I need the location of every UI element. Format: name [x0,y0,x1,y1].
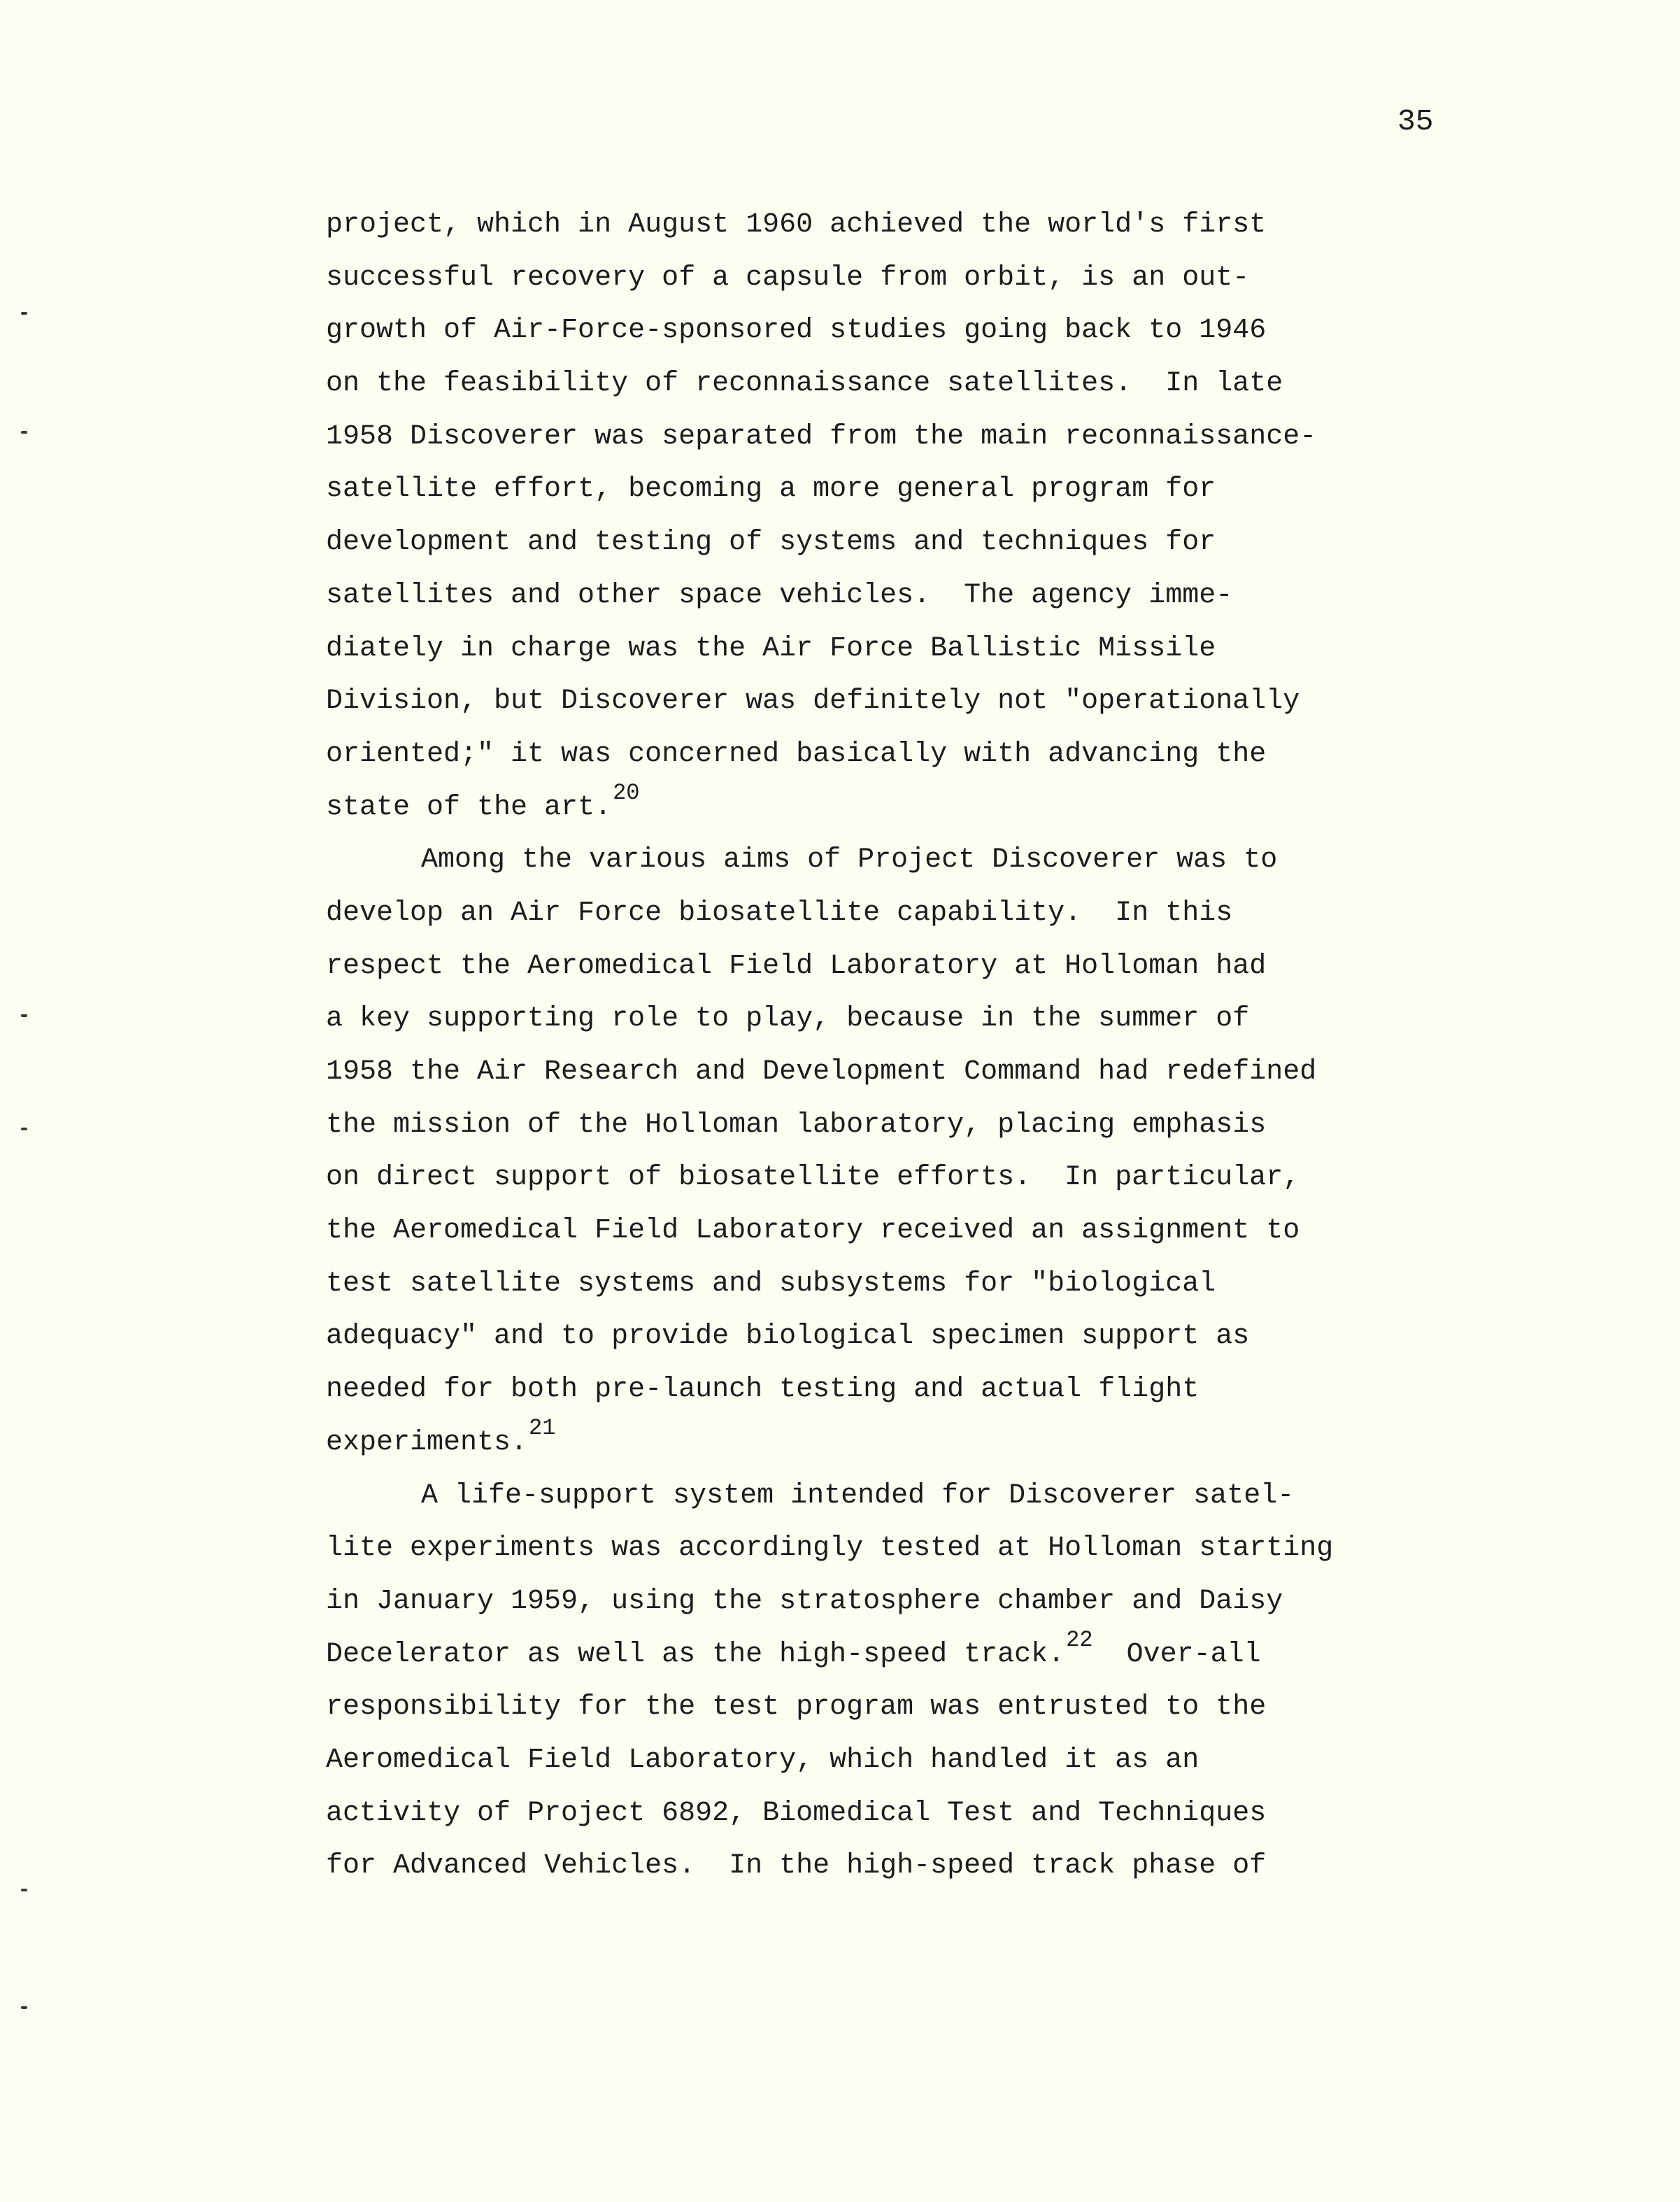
line-text: diately in charge was the Air Force Ballistic Missile [326,632,1216,665]
text-line [326,469,1515,522]
paragraph-2 [326,839,1515,1475]
text-line [326,1686,1515,1740]
line-text: oriented;" it was concerned basically with advancing the [326,738,1267,770]
text-line [326,1369,1515,1422]
line-text: a key supporting role to play, because in the summer of [326,1003,1250,1035]
text-line [326,1051,1515,1104]
footnote-marker: 20 [613,779,640,806]
footnote-marker: 22 [1066,1626,1093,1653]
line-text: in January 1959, using the stratosphere chamber and Daisy [326,1585,1283,1617]
text-line [326,1104,1515,1158]
text-line [326,416,1515,469]
line-text: develop an Air Force biosatellite capability. In this [326,897,1233,929]
text-line [326,1414,1515,1475]
margin-mark [21,431,27,434]
text-line [326,575,1515,628]
text-line [326,1475,1515,1528]
text-line [326,779,1515,840]
line-text: 1958 the Air Research and Development Command had redefined [326,1056,1317,1088]
line-text: successful recovery of a capsule from orbit, is an out- [326,262,1250,294]
text-line [326,204,1515,257]
line-text: Aeromedical Field Laboratory, which handled it as an [326,1744,1200,1776]
text-line [326,1157,1515,1210]
text-line [326,1210,1515,1263]
line-text: the mission of the Holloman laboratory, placing emphasis [326,1109,1267,1141]
line-text: responsibility for the test program was entrusted to the [326,1691,1267,1724]
line-text: development and testing of systems and techniques for [326,527,1216,559]
text-line [326,522,1515,575]
text-line [326,893,1515,946]
line-text: A life-support system intended for Discoverer satel- [421,1479,1295,1512]
line-text: satellites and other space vehicles. The agency imme- [326,579,1233,611]
line-text: state of the art. [326,791,612,823]
margin-mark [21,2006,27,2009]
text-line [326,1793,1515,1846]
line-text: satellite effort, becoming a more general program for [326,474,1216,506]
text-line [326,1316,1515,1369]
line-text: project, which in August 1960 achieved the world's first [326,209,1267,241]
line-text: respect the Aeromedical Field Laboratory at Holloman had [326,950,1267,982]
page-number: 35 [1397,104,1434,138]
margin-mark [21,1014,27,1017]
line-text: adequacy" and to provide biological specimen support as [326,1321,1250,1353]
text-line [326,998,1515,1051]
text-line [326,839,1515,893]
text-line [326,1740,1515,1793]
line-text-continued: Over-all [1092,1638,1261,1670]
line-text: Division, but Discoverer was definitely not "operationally [326,686,1300,718]
line-text: experiments. [326,1426,528,1458]
text-line [326,310,1515,363]
text-line [326,946,1515,999]
text-line [326,1263,1515,1316]
line-text: Decelerator as well as the high-speed track. [326,1638,1065,1670]
line-text: 1958 Discoverer was separated from the main reconnaissance- [326,420,1317,453]
body-text [326,204,1515,1898]
text-line [326,1845,1515,1898]
line-text: Among the various aims of Project Discoverer was to [421,844,1278,876]
text-line [326,628,1515,681]
line-text: for Advanced Vehicles. In the high-speed track phase of [326,1850,1267,1882]
paragraph-1 [326,204,1515,839]
margin-mark [21,312,27,315]
line-text: on direct support of biosatellite efforts. In particular, [326,1162,1300,1194]
line-text: the Aeromedical Field Laboratory received an assignment to [326,1215,1300,1247]
text-line [326,257,1515,311]
text-line [326,363,1515,416]
line-text: test satellite systems and subsystems for "biological [326,1267,1216,1300]
paragraph-3 [326,1475,1515,1899]
text-line [326,681,1515,734]
text-line [326,1626,1515,1687]
text-line [326,1581,1515,1634]
line-text: activity of Project 6892, Biomedical Test and Techniques [326,1797,1267,1829]
line-text: needed for both pre-launch testing and actual flight [326,1374,1200,1406]
text-line [326,734,1515,787]
footnote-marker: 21 [529,1414,556,1441]
margin-mark [21,1128,27,1130]
line-text: on the feasibility of reconnaissance satellites. In late [326,368,1283,400]
margin-mark [21,1889,27,1891]
text-line [326,1528,1515,1581]
line-text: growth of Air-Force-sponsored studies going back to 1946 [326,315,1267,347]
line-text: lite experiments was accordingly tested at Holloman starting [326,1533,1334,1565]
